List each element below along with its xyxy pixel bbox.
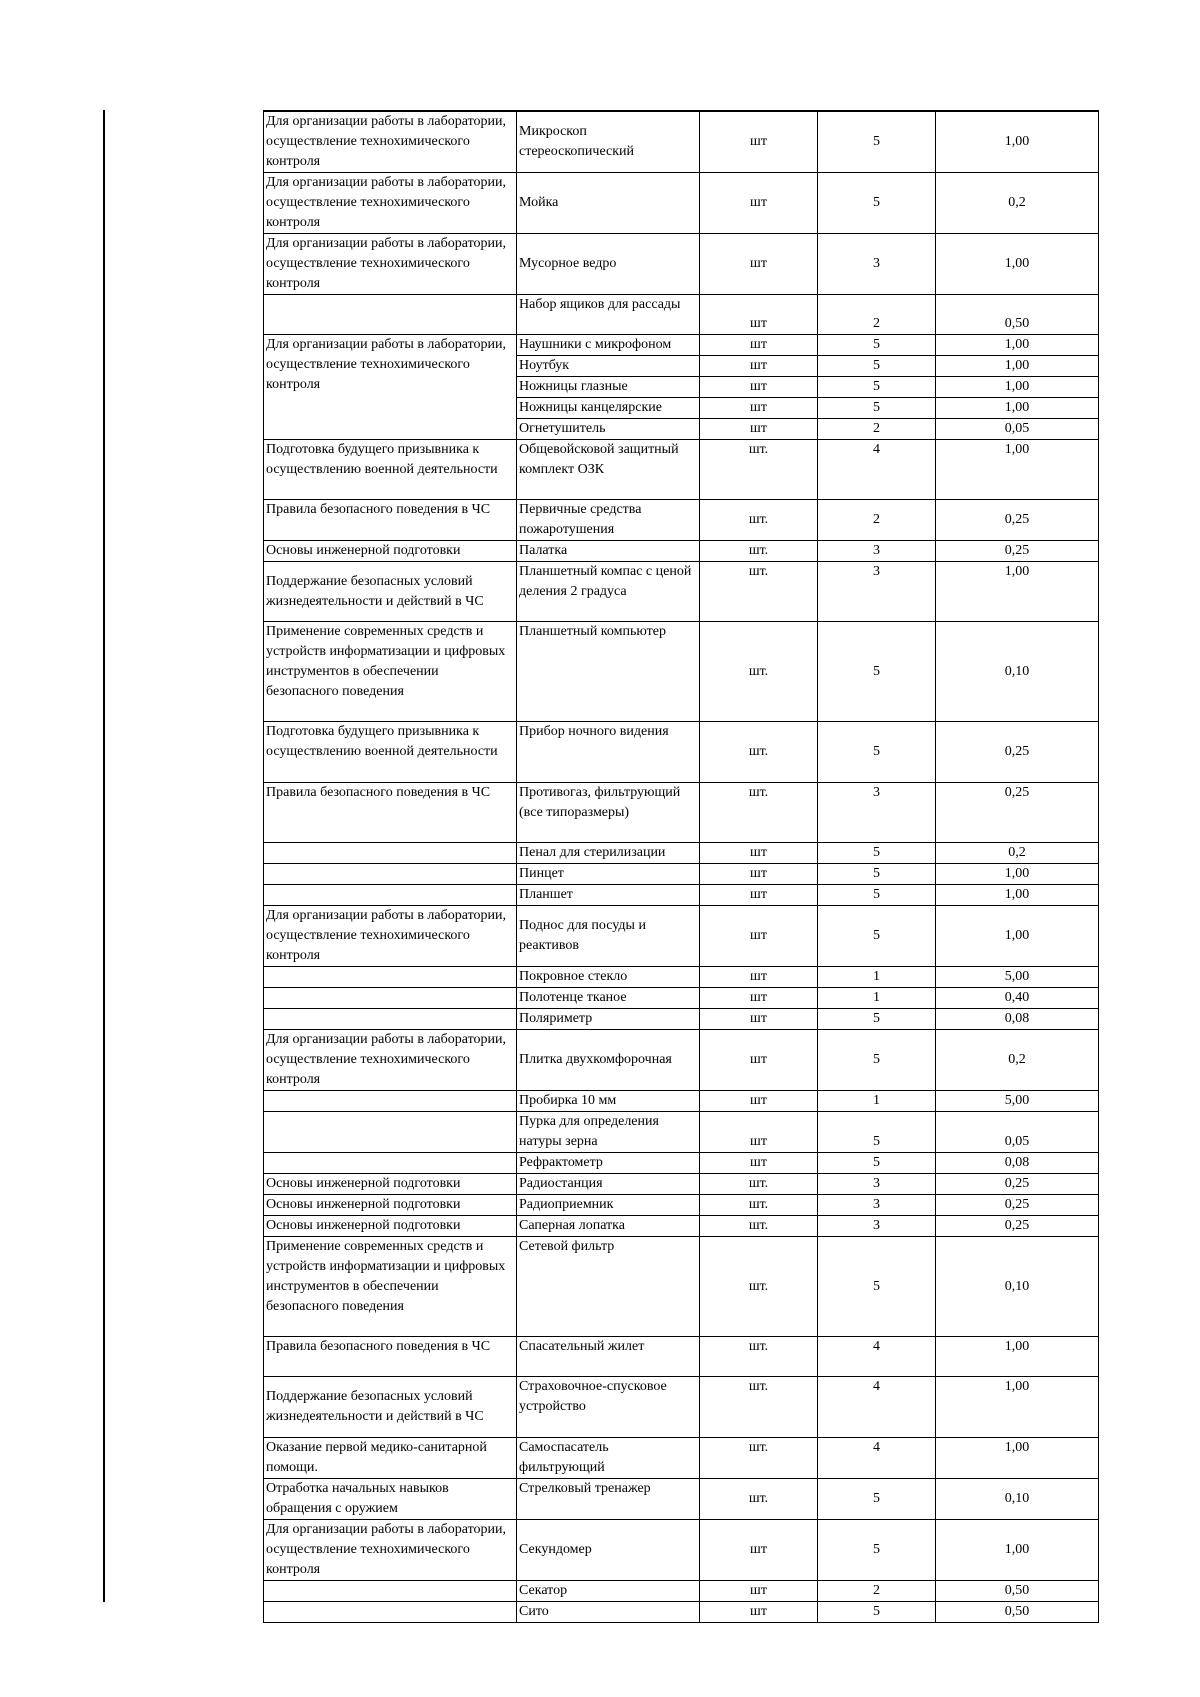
equipment-table	[263, 110, 1099, 1623]
quantity-cell: 5	[818, 843, 936, 864]
table-row	[264, 1438, 1099, 1479]
table-row	[264, 843, 1099, 864]
item-name-cell: Радиостанция	[517, 1174, 700, 1195]
purpose-cell: Основы инженерной подготовки	[264, 1216, 517, 1237]
table-row	[264, 1216, 1099, 1237]
quantity-cell: 5	[818, 885, 936, 906]
purpose-cell: Для организации работы в лаборатории, осуществление технохимического контроля	[264, 234, 517, 295]
unit-cell: шт	[700, 1581, 818, 1602]
table-row	[264, 1091, 1099, 1112]
table-row	[264, 1174, 1099, 1195]
unit-cell: шт.	[700, 1237, 818, 1337]
unit-cell: шт.	[700, 722, 818, 783]
coefficient-cell: 1,00	[936, 111, 1099, 173]
item-name-cell: Пурка для определения натуры зерна	[517, 1112, 700, 1153]
item-name-cell: Радиоприемник	[517, 1195, 700, 1216]
table-row	[264, 885, 1099, 906]
item-name-cell: Рефрактометр	[517, 1153, 700, 1174]
quantity-cell: 4	[818, 1377, 936, 1438]
quantity-cell: 5	[818, 111, 936, 173]
coefficient-cell: 0,10	[936, 622, 1099, 722]
coefficient-cell: 0,25	[936, 500, 1099, 541]
quantity-cell: 2	[818, 419, 936, 440]
quantity-cell: 4	[818, 440, 936, 500]
item-name-cell: Первичные средства пожаротушения	[517, 500, 700, 541]
quantity-cell: 3	[818, 562, 936, 622]
coefficient-cell: 1,00	[936, 377, 1099, 398]
coefficient-cell: 5,00	[936, 967, 1099, 988]
coefficient-cell: 0,25	[936, 1195, 1099, 1216]
unit-cell: шт.	[700, 1479, 818, 1520]
purpose-cell	[264, 843, 517, 864]
purpose-cell: Для организации работы в лаборатории, осуществление технохимического контроля	[264, 111, 517, 173]
quantity-cell: 5	[818, 722, 936, 783]
quantity-cell: 5	[818, 398, 936, 419]
coefficient-cell: 0,25	[936, 1174, 1099, 1195]
quantity-cell: 5	[818, 864, 936, 885]
item-name-cell: Самоспасатель фильтрующий	[517, 1438, 700, 1479]
coefficient-cell: 0,08	[936, 1153, 1099, 1174]
table-row	[264, 1377, 1099, 1438]
table-row	[264, 541, 1099, 562]
unit-cell: шт.	[700, 562, 818, 622]
table-row	[264, 783, 1099, 843]
purpose-cell	[264, 1153, 517, 1174]
coefficient-cell: 0,50	[936, 1602, 1099, 1623]
item-name-cell: Поляриметр	[517, 1009, 700, 1030]
quantity-cell: 5	[818, 1520, 936, 1581]
unit-cell: шт.	[700, 622, 818, 722]
purpose-cell: Отработка начальных навыков обращения с оружием	[264, 1479, 517, 1520]
coefficient-cell: 1,00	[936, 885, 1099, 906]
unit-cell: шт.	[700, 1377, 818, 1438]
purpose-cell: Основы инженерной подготовки	[264, 1195, 517, 1216]
coefficient-cell: 0,2	[936, 173, 1099, 234]
item-name-cell: Полотенце тканое	[517, 988, 700, 1009]
coefficient-cell: 1,00	[936, 562, 1099, 622]
item-name-cell: Планшетный компьютер	[517, 622, 700, 722]
unit-cell: шт	[700, 398, 818, 419]
purpose-cell	[264, 1091, 517, 1112]
quantity-cell: 5	[818, 1237, 936, 1337]
quantity-cell: 5	[818, 173, 936, 234]
unit-cell: шт	[700, 906, 818, 967]
purpose-cell: Правила безопасного поведения в ЧС	[264, 1337, 517, 1377]
coefficient-cell: 0,40	[936, 988, 1099, 1009]
item-name-cell: Покровное стекло	[517, 967, 700, 988]
coefficient-cell: 1,00	[936, 1438, 1099, 1479]
coefficient-cell: 0,10	[936, 1237, 1099, 1337]
item-name-cell: Стрелковый тренажер	[517, 1479, 700, 1520]
quantity-cell: 5	[818, 622, 936, 722]
purpose-cell: Подготовка будущего призывника к осуществлению военной деятельности	[264, 722, 517, 783]
item-name-cell: Ноутбук	[517, 356, 700, 377]
coefficient-cell: 1,00	[936, 906, 1099, 967]
unit-cell: шт.	[700, 500, 818, 541]
table-row	[264, 562, 1099, 622]
item-name-cell: Мойка	[517, 173, 700, 234]
table-row	[264, 864, 1099, 885]
coefficient-cell: 1,00	[936, 335, 1099, 356]
unit-cell: шт	[700, 843, 818, 864]
purpose-cell	[264, 1112, 517, 1153]
purpose-cell: Для организации работы в лаборатории, осуществление технохимического контроля	[264, 1030, 517, 1091]
item-name-cell: Противогаз, фильтрующий (все типоразмеры)	[517, 783, 700, 843]
quantity-cell: 5	[818, 356, 936, 377]
coefficient-cell: 0,08	[936, 1009, 1099, 1030]
table-row	[264, 1009, 1099, 1030]
coefficient-cell: 1,00	[936, 234, 1099, 295]
table-row	[264, 1153, 1099, 1174]
coefficient-cell: 0,50	[936, 1581, 1099, 1602]
table-row	[264, 234, 1099, 295]
coefficient-cell: 0,25	[936, 1216, 1099, 1237]
item-name-cell: Пинцет	[517, 864, 700, 885]
quantity-cell: 4	[818, 1337, 936, 1377]
coefficient-cell: 0,25	[936, 783, 1099, 843]
page-margin-rule	[103, 110, 105, 1602]
purpose-cell: Поддержание безопасных условий жизнедеятельности и действий в ЧС	[264, 1377, 517, 1438]
item-name-cell: Пенал для стерилизации	[517, 843, 700, 864]
coefficient-cell: 0,25	[936, 541, 1099, 562]
coefficient-cell: 1,00	[936, 1520, 1099, 1581]
unit-cell: шт	[700, 1153, 818, 1174]
unit-cell: шт.	[700, 1216, 818, 1237]
table-row	[264, 1520, 1099, 1581]
coefficient-cell: 0,25	[936, 722, 1099, 783]
purpose-cell	[264, 967, 517, 988]
coefficient-cell: 1,00	[936, 864, 1099, 885]
item-name-cell: Мусорное ведро	[517, 234, 700, 295]
table-row	[264, 722, 1099, 783]
quantity-cell: 3	[818, 1174, 936, 1195]
purpose-cell: Основы инженерной подготовки	[264, 1174, 517, 1195]
quantity-cell: 5	[818, 1479, 936, 1520]
purpose-cell: Для организации работы в лаборатории, осуществление технохимического контроля	[264, 173, 517, 234]
unit-cell: шт	[700, 356, 818, 377]
unit-cell: шт	[700, 335, 818, 356]
coefficient-cell: 1,00	[936, 398, 1099, 419]
item-name-cell: Поднос для посуды и реактивов	[517, 906, 700, 967]
purpose-cell: Подготовка будущего призывника к осуществлению военной деятельности	[264, 440, 517, 500]
unit-cell: шт.	[700, 783, 818, 843]
item-name-cell: Секундомер	[517, 1520, 700, 1581]
unit-cell: шт	[700, 1520, 818, 1581]
quantity-cell: 3	[818, 783, 936, 843]
item-name-cell: Планшетный компас с ценой деления 2 градуса	[517, 562, 700, 622]
table-row	[264, 335, 1099, 356]
coefficient-cell: 0,2	[936, 843, 1099, 864]
quantity-cell: 5	[818, 1030, 936, 1091]
quantity-cell: 3	[818, 1195, 936, 1216]
quantity-cell: 5	[818, 335, 936, 356]
table-row	[264, 906, 1099, 967]
item-name-cell: Пробирка 10 мм	[517, 1091, 700, 1112]
table-row	[264, 988, 1099, 1009]
quantity-cell: 3	[818, 234, 936, 295]
item-name-cell: Спасательный жилет	[517, 1337, 700, 1377]
item-name-cell: Планшет	[517, 885, 700, 906]
table-row	[264, 1195, 1099, 1216]
quantity-cell: 5	[818, 906, 936, 967]
unit-cell: шт.	[700, 1195, 818, 1216]
table-row	[264, 1337, 1099, 1377]
quantity-cell: 2	[818, 295, 936, 335]
purpose-cell	[264, 1602, 517, 1623]
quantity-cell: 2	[818, 500, 936, 541]
purpose-cell: Для организации работы в лаборатории, осуществление технохимического контроля	[264, 906, 517, 967]
item-name-cell: Ножницы глазные	[517, 377, 700, 398]
coefficient-cell: 1,00	[936, 440, 1099, 500]
table-row	[264, 1237, 1099, 1337]
unit-cell: шт.	[700, 440, 818, 500]
item-name-cell: Саперная лопатка	[517, 1216, 700, 1237]
item-name-cell: Микроскоп стереоскопический	[517, 111, 700, 173]
unit-cell: шт	[700, 967, 818, 988]
item-name-cell: Сетевой фильтр	[517, 1237, 700, 1337]
table-row	[264, 440, 1099, 500]
purpose-cell	[264, 295, 517, 335]
quantity-cell: 5	[818, 1009, 936, 1030]
coefficient-cell: 0,10	[936, 1479, 1099, 1520]
purpose-cell: Основы инженерной подготовки	[264, 541, 517, 562]
purpose-cell	[264, 885, 517, 906]
unit-cell: шт	[700, 419, 818, 440]
purpose-cell	[264, 988, 517, 1009]
purpose-cell: Оказание первой медико-санитарной помощи.	[264, 1438, 517, 1479]
item-name-cell: Сито	[517, 1602, 700, 1623]
coefficient-cell: 0,50	[936, 295, 1099, 335]
table-row	[264, 500, 1099, 541]
table-row	[264, 111, 1099, 173]
table-row	[264, 622, 1099, 722]
quantity-cell: 5	[818, 1602, 936, 1623]
purpose-cell: Правила безопасного поведения в ЧС	[264, 783, 517, 843]
purpose-cell: Для организации работы в лаборатории, осуществление технохимического контроля	[264, 1520, 517, 1581]
unit-cell: шт	[700, 295, 818, 335]
coefficient-cell: 5,00	[936, 1091, 1099, 1112]
unit-cell: шт	[700, 988, 818, 1009]
unit-cell: шт	[700, 377, 818, 398]
purpose-cell: Поддержание безопасных условий жизнедеятельности и действий в ЧС	[264, 562, 517, 622]
quantity-cell: 3	[818, 1216, 936, 1237]
coefficient-cell: 1,00	[936, 1337, 1099, 1377]
quantity-cell: 1	[818, 967, 936, 988]
unit-cell: шт.	[700, 1174, 818, 1195]
coefficient-cell: 1,00	[936, 1377, 1099, 1438]
item-name-cell: Огнетушитель	[517, 419, 700, 440]
unit-cell: шт	[700, 234, 818, 295]
purpose-cell	[264, 1009, 517, 1030]
item-name-cell: Страховочное-спусковое устройство	[517, 1377, 700, 1438]
unit-cell: шт	[700, 1009, 818, 1030]
table-row	[264, 1602, 1099, 1623]
unit-cell: шт	[700, 1030, 818, 1091]
unit-cell: шт.	[700, 1337, 818, 1377]
coefficient-cell: 0,2	[936, 1030, 1099, 1091]
quantity-cell: 1	[818, 1091, 936, 1112]
purpose-cell	[264, 864, 517, 885]
unit-cell: шт	[700, 1112, 818, 1153]
unit-cell: шт	[700, 1091, 818, 1112]
item-name-cell: Ножницы канцелярские	[517, 398, 700, 419]
table-row	[264, 967, 1099, 988]
table-row	[264, 1112, 1099, 1153]
table-row	[264, 173, 1099, 234]
item-name-cell: Палатка	[517, 541, 700, 562]
item-name-cell: Прибор ночного видения	[517, 722, 700, 783]
item-name-cell: Плитка двухкомфорочная	[517, 1030, 700, 1091]
quantity-cell: 2	[818, 1581, 936, 1602]
table-row	[264, 1581, 1099, 1602]
item-name-cell: Секатор	[517, 1581, 700, 1602]
unit-cell: шт	[700, 885, 818, 906]
coefficient-cell: 0,05	[936, 1112, 1099, 1153]
table-row	[264, 1030, 1099, 1091]
purpose-cell: Применение современных средств и устройств информатизации и цифровых инструментов в обеспечении безопасного поведения	[264, 1237, 517, 1337]
unit-cell: шт	[700, 864, 818, 885]
coefficient-cell: 1,00	[936, 356, 1099, 377]
coefficient-cell: 0,05	[936, 419, 1099, 440]
purpose-cell: Для организации работы в лаборатории, осуществление технохимического контроля	[264, 335, 517, 440]
quantity-cell: 5	[818, 377, 936, 398]
unit-cell: шт.	[700, 1438, 818, 1479]
quantity-cell: 5	[818, 1112, 936, 1153]
unit-cell: шт	[700, 173, 818, 234]
item-name-cell: Общевойсковой защитный комплект ОЗК	[517, 440, 700, 500]
purpose-cell	[264, 1581, 517, 1602]
unit-cell: шт	[700, 111, 818, 173]
unit-cell: шт	[700, 1602, 818, 1623]
table-row	[264, 295, 1099, 335]
purpose-cell: Применение современных средств и устройств информатизации и цифровых инструментов в обеспечении безопасного поведения	[264, 622, 517, 722]
item-name-cell: Наушники с микрофоном	[517, 335, 700, 356]
quantity-cell: 3	[818, 541, 936, 562]
purpose-cell: Правила безопасного поведения в ЧС	[264, 500, 517, 541]
table-row	[264, 1479, 1099, 1520]
unit-cell: шт.	[700, 541, 818, 562]
quantity-cell: 5	[818, 1153, 936, 1174]
quantity-cell: 4	[818, 1438, 936, 1479]
quantity-cell: 1	[818, 988, 936, 1009]
item-name-cell: Набор ящиков для рассады	[517, 295, 700, 335]
